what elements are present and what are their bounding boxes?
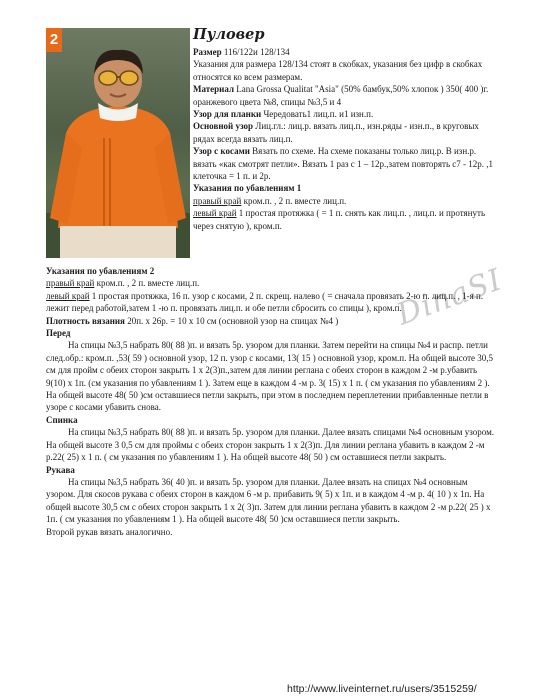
child-illustration xyxy=(46,28,190,258)
dec2-left-line xyxy=(46,290,498,315)
band-value: Чередовать1 лиц.п. и1 изн.п. xyxy=(263,109,374,120)
sleeves-text: На спицы №3,5 набрать 36( 40 )п. и вязать 5р. узором для планки. Далее вязать на спицах №4 основным узором. Для скосов рукава с обеих сторон в каждом 6 -м р. прибавить 9( 5) x 1п. и в каждом 4 -м р. 4( 10 ) x 1п. На общей высоте 30,5 см с обеих сторон закрыть 1 x 2( 3)п. Затем для линии реглана убавить в каждом 2 -м р.22( 25 ) x 1п. ( см указания по убавлениям 1 ). На общей высоте 48( 50 )см оставшиеся петли закрыть. xyxy=(46,476,491,525)
sleeves-title: Рукава xyxy=(46,464,75,475)
source-url[interactable]: http://www.liveinternet.ru/users/3515259/ xyxy=(287,683,477,695)
watermark: DinaSI xyxy=(392,262,507,333)
material-label: Материал xyxy=(193,84,234,95)
main-pattern-line xyxy=(193,120,498,145)
dec2-left-label: левый край xyxy=(46,290,90,301)
back-title: Спинка xyxy=(46,414,78,425)
braid-value: Вязать по схеме. На схеме показаны только лиц.р. В изн.р. вязать «как смотрят петли». Вязать 1 раз с 1 – 12р.,затем повторять с7 - 12р. ,1 клеточка = 1 п. и 2р. xyxy=(193,146,494,182)
front-title: Перед xyxy=(46,328,71,339)
dec2-right-label: правый край xyxy=(46,278,95,289)
dec1-left-value: 1 простая протяжка ( = 1 п. снять как лиц.п. , лиц.п. и протянуть через снятую ), кром.п. xyxy=(193,208,486,231)
dec1-right-line xyxy=(193,195,498,207)
material-line xyxy=(193,83,498,108)
dec2-title: Указания по убавлениям 2 xyxy=(46,266,155,276)
braid-line xyxy=(193,145,498,182)
header-block xyxy=(193,26,498,232)
back-text: На спицы №3,5 набрать 80( 88 )п. и вязать 5р. узором для планки. Далее вязать спицами №4 основным узором. На общей высоте 3 0,5 см для проймы с обеих сторон закрыть 1 x 2(3)п. Для линии реглана убавить в каждом 2 -м р.22( 25) x 1 п. ( см указания по убавлениям 1 ). На общей высоте 48( 50 ) см оставшиеся петли закрыть. xyxy=(46,427,495,463)
band-line xyxy=(193,108,498,120)
main-pattern-label: Основной узор xyxy=(193,121,254,132)
dec1-title: Указания по убавлениям 1 xyxy=(193,183,302,194)
page-title: Пуловер xyxy=(193,26,265,43)
dec1-right-label: правый край xyxy=(193,195,242,206)
material-value: Lana Grossa Qualitat "Asia" (50% бамбук,50% хлопок ) 350( 400 )г. оранжевого цвета №8, спицы №3,5 и 4 xyxy=(193,84,489,107)
dec1-left-label: левый край xyxy=(193,208,237,219)
size-note: Указания для размера 128/134 стоят в скобках, указания без цифр в скобках относятся ко всем размерам. xyxy=(193,59,483,82)
braid-label: Узор с косами xyxy=(193,146,250,157)
size-value: 116/122и 128/134 xyxy=(223,47,290,57)
second-sleeve-text: Второй рукав вязать аналогично. xyxy=(46,526,173,537)
dec2-right-line xyxy=(46,277,498,289)
size-label: Размер xyxy=(193,47,222,57)
size-line xyxy=(193,46,498,58)
pattern-number-badge: 2 xyxy=(46,28,62,52)
dec2-right-value: кром.п. , 2 п. вместе лиц.п. xyxy=(96,278,200,289)
front-text: На спицы №3,5 набрать 80( 88 )п. и вязать 5р. узором для планки. Затем перейти на спицы №4 и распр. петли след.обр.: кром.п. ,53( 59 ) основной узор, 12 п. узор с косами, 13( 15 ) основной узор, кром.п. На общей высоте 30,5 см для пройм с обеих сторон закрыть 1 x 2(3)п.,затем для линии реглана с обеих сторон в каждом 2 -м р.убавить 9(10) x 1п. (см указания по убавлениям 1 ). Затем еще в каждом 4 -м р. 3( 15) x 1 п. ( см указания по убавлениям 2 ). На общей высоте 48( 50 )см оставшиеся петли закрыть, при этом в последнем переплетении прибавленные петли в узоре с косами убавить снова. xyxy=(46,340,494,413)
main-pattern-value: Лиц.гл.: лиц.р. вязать лиц.п., изн.ряды - изн.п., в круговых рядах всегда вязать лиц.п. xyxy=(193,121,479,144)
density-line xyxy=(46,315,498,327)
band-label: Узор для планки xyxy=(193,109,262,120)
sweater-photo xyxy=(46,28,190,258)
density-value: 20п. x 26р. = 10 x 10 см (основной узор на спицах №4 ) xyxy=(127,315,339,326)
main-text xyxy=(46,265,498,538)
dec1-left-line xyxy=(193,207,498,232)
dec1-right-value: кром.п. , 2 п. вместе лиц.п. xyxy=(243,195,347,206)
density-label: Плотность вязания xyxy=(46,315,125,326)
dec2-left-value: 1 простая протяжка, 16 п. узор с косами, 2 п. скрещ. налево ( = сначала провязать 2-ю п. лиц.п. , 1-я п. лежит перед работой,затем 1 -ю п. провязать лиц.п. и обе петли сбросить со спицы ), кром.п. xyxy=(46,290,484,314)
